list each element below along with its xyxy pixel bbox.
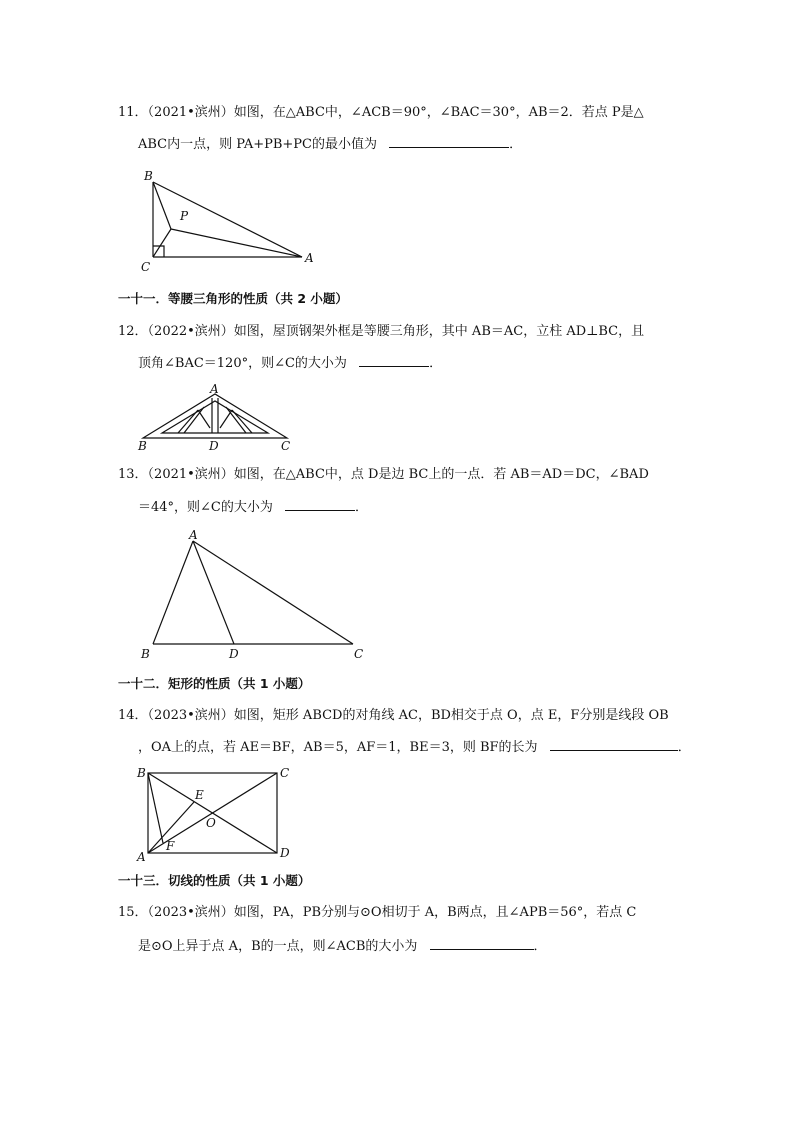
q12-line1: 12．（2022•滨州）如图，屋顶钢架外框是等腰三角形，其中 AB＝AC，立柱 AD⊥BC，且: [118, 324, 645, 339]
q13-line1: 13．（2021•滨州）如图，在△ABC中，点 D是边 BC上的一点．若 AB＝AD＝DC，∠BAD: [118, 467, 649, 482]
q14-label-E: E: [195, 788, 204, 802]
q11-label-B: B: [144, 169, 153, 183]
q12-end: ．: [429, 356, 443, 371]
q13-end: ．: [355, 500, 369, 515]
q11-line1: 11．（2021•滨州）如图，在△ABC中，∠ACB＝90°，∠BAC＝30°，AB＝2．若点 P是△: [118, 105, 644, 120]
q14-label-F: F: [166, 839, 175, 853]
q14-label-O: O: [206, 816, 216, 830]
section-13-heading: 一十三．切线的性质（共 1 小题）: [118, 873, 311, 888]
q14-line2-text: ，OA上的点，若 AE＝BF，AB＝5，AF＝1，BE＝3，则 BF的长为: [138, 740, 538, 755]
section-11-heading: 一十一．等腰三角形的性质（共 2 小题）: [118, 291, 348, 306]
q14-label-C: C: [280, 766, 290, 780]
q11-end: ．: [509, 137, 523, 152]
q12-label-A: A: [210, 382, 219, 396]
q12-label-B: B: [138, 439, 147, 453]
q13-label-C: C: [354, 647, 364, 661]
q14-label-D: D: [280, 846, 290, 860]
q11-label-A: A: [305, 251, 314, 265]
q13-label-D: D: [229, 647, 239, 661]
section-12-heading: 一十二．矩形的性质（共 1 小题）: [118, 676, 311, 691]
q13-label-B: B: [141, 647, 150, 661]
q14-segment-BF: [148, 773, 163, 843]
q15-line2-text: 是⊙O上异于点 A，B的一点，则∠ACB的大小为: [138, 939, 418, 954]
q14-label-B: B: [137, 766, 146, 780]
q12-label-C: C: [281, 439, 291, 453]
q13-label-A: A: [189, 528, 198, 542]
q13-line2-text: ＝44°，则∠C的大小为: [138, 500, 273, 515]
q14-line1: 14．（2023•滨州）如图，矩形 ABCD的对角线 AC，BD相交于点 O，点 E，F分别是线段 OB: [118, 708, 669, 723]
q12-line2-text: 顶角∠BAC＝120°，则∠C的大小为: [138, 356, 347, 371]
q11-label-P: P: [180, 209, 189, 223]
q15-answer-blank[interactable]: [430, 937, 534, 950]
q15-line1: 15．（2023•滨州）如图，PA，PB分别与⊙O相切于 A，B两点，且∠APB＝56°，若点 C: [118, 905, 637, 920]
q14-label-A: A: [137, 850, 146, 864]
q15-end: ．: [533, 939, 547, 954]
q15-line2: [138, 937, 547, 956]
q14-end: ．: [677, 740, 691, 755]
q11-label-C: C: [141, 260, 151, 274]
q11-line2-text: ABC内一点，则 PA+PB+PC的最小值为: [138, 137, 377, 152]
q12-label-D: D: [209, 439, 219, 453]
